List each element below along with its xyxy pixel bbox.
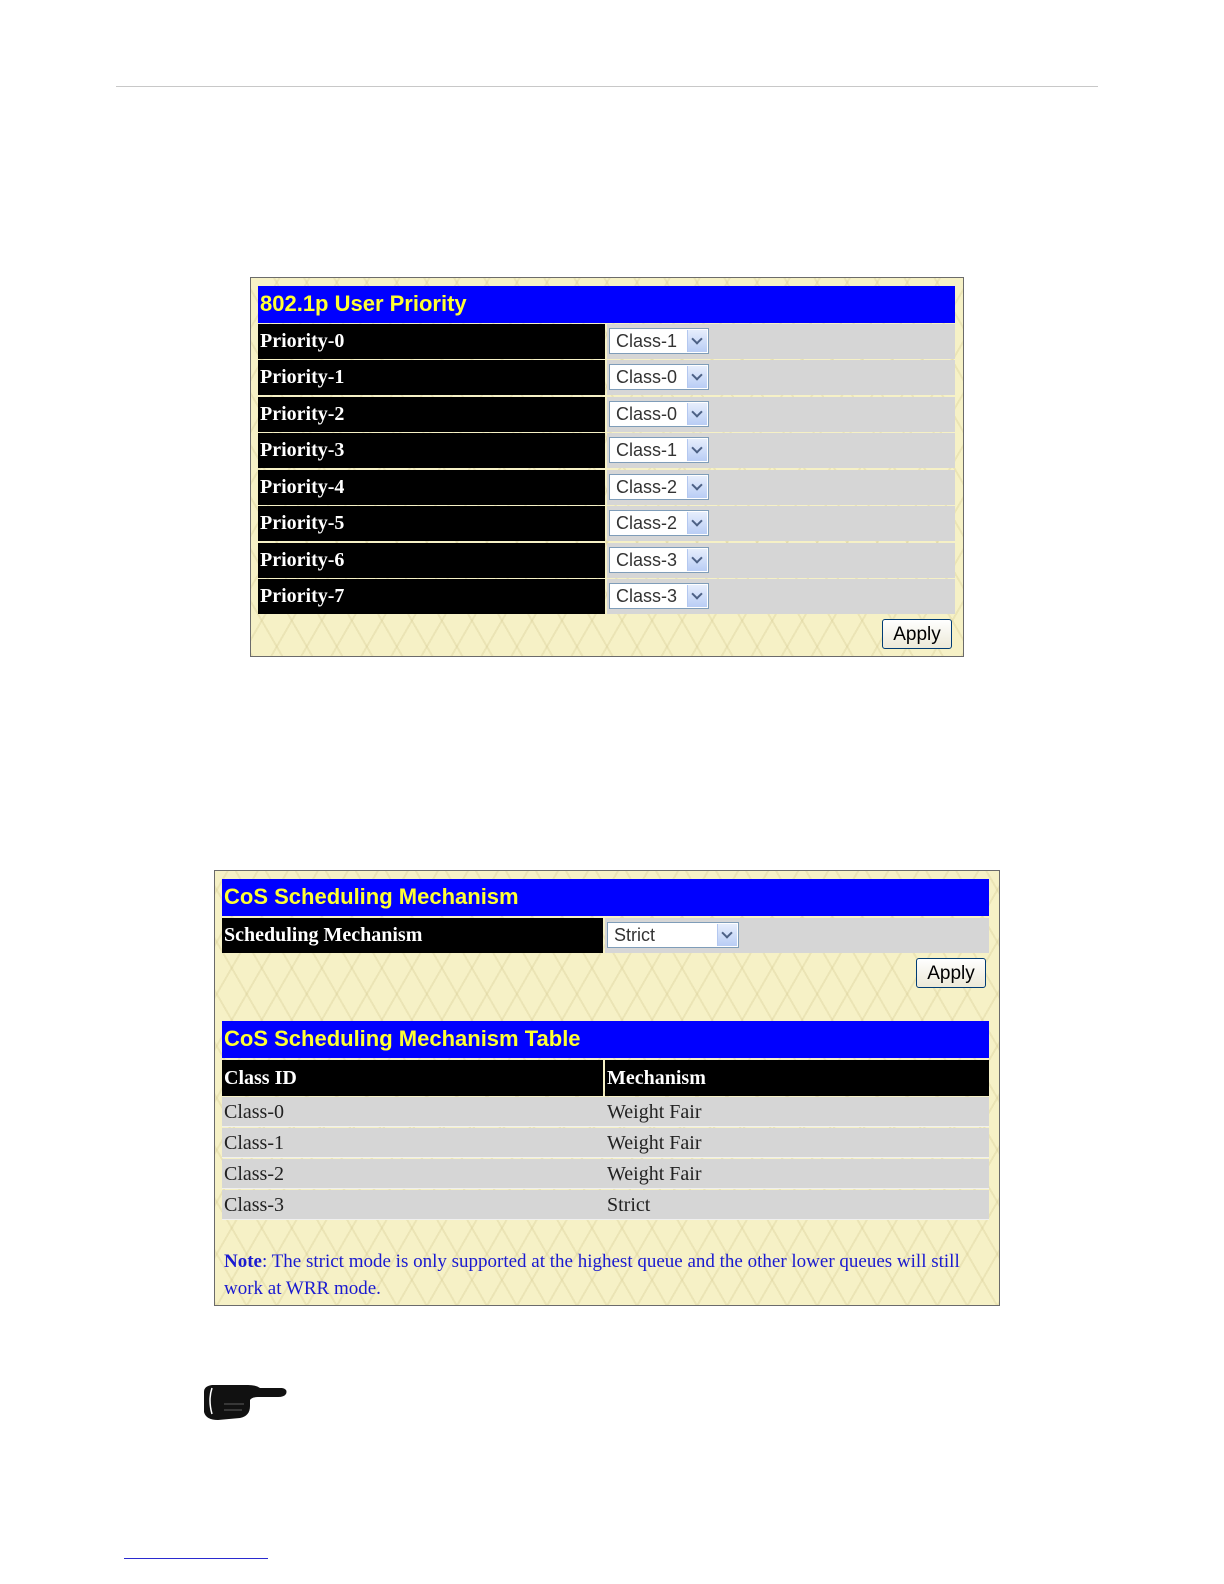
priority-class-select[interactable] <box>609 401 709 427</box>
note-label: Note <box>224 1251 262 1272</box>
priority-row <box>258 543 955 578</box>
select-value: Strict <box>614 925 656 945</box>
class-id-cell: Class-2 <box>224 1163 284 1185</box>
priority-row <box>258 324 955 359</box>
mechanism-cell: Weight Fair <box>607 1101 702 1123</box>
chevron-down-icon[interactable] <box>687 512 707 534</box>
class-id-cell: Class-3 <box>224 1194 284 1216</box>
priority-label: Priority-5 <box>258 506 605 541</box>
chevron-down-icon[interactable] <box>687 585 707 607</box>
priority-label: Priority-7 <box>258 579 605 614</box>
select-value: Class-3 <box>616 550 678 570</box>
table-row <box>222 1097 989 1127</box>
priority-row <box>258 360 955 395</box>
priority-value-cell <box>607 397 955 432</box>
priority-panel-title: 802.1p User Priority <box>258 286 955 323</box>
priority-row <box>258 506 955 541</box>
priority-label: Priority-4 <box>258 470 605 505</box>
note-body: : The strict mode is only supported at the highest queue and the other lower queues will still work at WRR mode. <box>224 1251 960 1299</box>
priority-class-select[interactable] <box>609 437 709 463</box>
chevron-down-icon[interactable] <box>687 439 707 461</box>
mechanism-cell: Strict <box>607 1194 651 1216</box>
priority-class-select[interactable] <box>609 583 709 609</box>
cos-panel-title: CoS Scheduling Mechanism <box>222 879 989 916</box>
priority-label: Priority-3 <box>258 433 605 468</box>
priority-row <box>258 433 955 468</box>
cos-table-title: CoS Scheduling Mechanism Table <box>222 1021 989 1058</box>
priority-row <box>258 579 955 614</box>
header-rule <box>116 86 1098 87</box>
chevron-down-icon[interactable] <box>687 549 707 571</box>
mechanism-row <box>222 918 989 953</box>
table-row <box>222 1128 989 1158</box>
mechanism-label: Scheduling Mechanism <box>222 918 603 953</box>
priority-class-select[interactable] <box>609 328 709 354</box>
priority-class-select[interactable] <box>609 547 709 573</box>
chevron-down-icon[interactable] <box>687 330 707 352</box>
select-value: Class-3 <box>616 586 678 606</box>
apply-button[interactable]: Apply <box>916 958 986 988</box>
mechanism-cell: Weight Fair <box>607 1163 702 1185</box>
apply-button[interactable]: Apply <box>882 619 952 649</box>
chevron-down-icon[interactable] <box>687 366 707 388</box>
chevron-down-icon[interactable] <box>687 403 707 425</box>
priority-value-cell <box>607 579 955 614</box>
footer-rule <box>124 1558 268 1559</box>
chevron-down-icon[interactable] <box>687 476 707 498</box>
priority-panel <box>250 277 964 657</box>
priority-value-cell <box>607 506 955 541</box>
priority-label: Priority-6 <box>258 543 605 578</box>
priority-class-select[interactable] <box>609 364 709 390</box>
mechanism-value-cell <box>605 918 989 953</box>
select-value: Class-2 <box>616 477 678 497</box>
class-id-cell: Class-0 <box>224 1101 284 1123</box>
priority-value-cell <box>607 324 955 359</box>
select-value: Class-1 <box>616 440 678 460</box>
select-value: Class-2 <box>616 513 678 533</box>
chevron-down-icon[interactable] <box>717 924 737 946</box>
table-row <box>222 1190 989 1220</box>
select-value: Class-1 <box>616 331 678 351</box>
select-value: Class-0 <box>616 404 678 424</box>
scheduling-mechanism-select[interactable] <box>607 922 739 948</box>
mechanism-cell: Weight Fair <box>607 1132 702 1154</box>
column-header-class-id: Class ID <box>222 1060 603 1096</box>
select-value: Class-0 <box>616 367 678 387</box>
priority-label: Priority-0 <box>258 324 605 359</box>
note-text <box>224 1248 984 1302</box>
priority-class-select[interactable] <box>609 474 709 500</box>
class-id-cell: Class-1 <box>224 1132 284 1154</box>
priority-label: Priority-2 <box>258 397 605 432</box>
pointing-hand-icon <box>200 1380 290 1424</box>
priority-value-cell <box>607 360 955 395</box>
column-header-mechanism: Mechanism <box>605 1060 989 1096</box>
table-header <box>222 1060 989 1096</box>
priority-value-cell <box>607 470 955 505</box>
priority-row <box>258 470 955 505</box>
priority-class-select[interactable] <box>609 510 709 536</box>
priority-label: Priority-1 <box>258 360 605 395</box>
priority-value-cell <box>607 433 955 468</box>
cos-panel <box>214 870 1000 1306</box>
priority-value-cell <box>607 543 955 578</box>
table-row <box>222 1159 989 1189</box>
priority-row <box>258 397 955 432</box>
